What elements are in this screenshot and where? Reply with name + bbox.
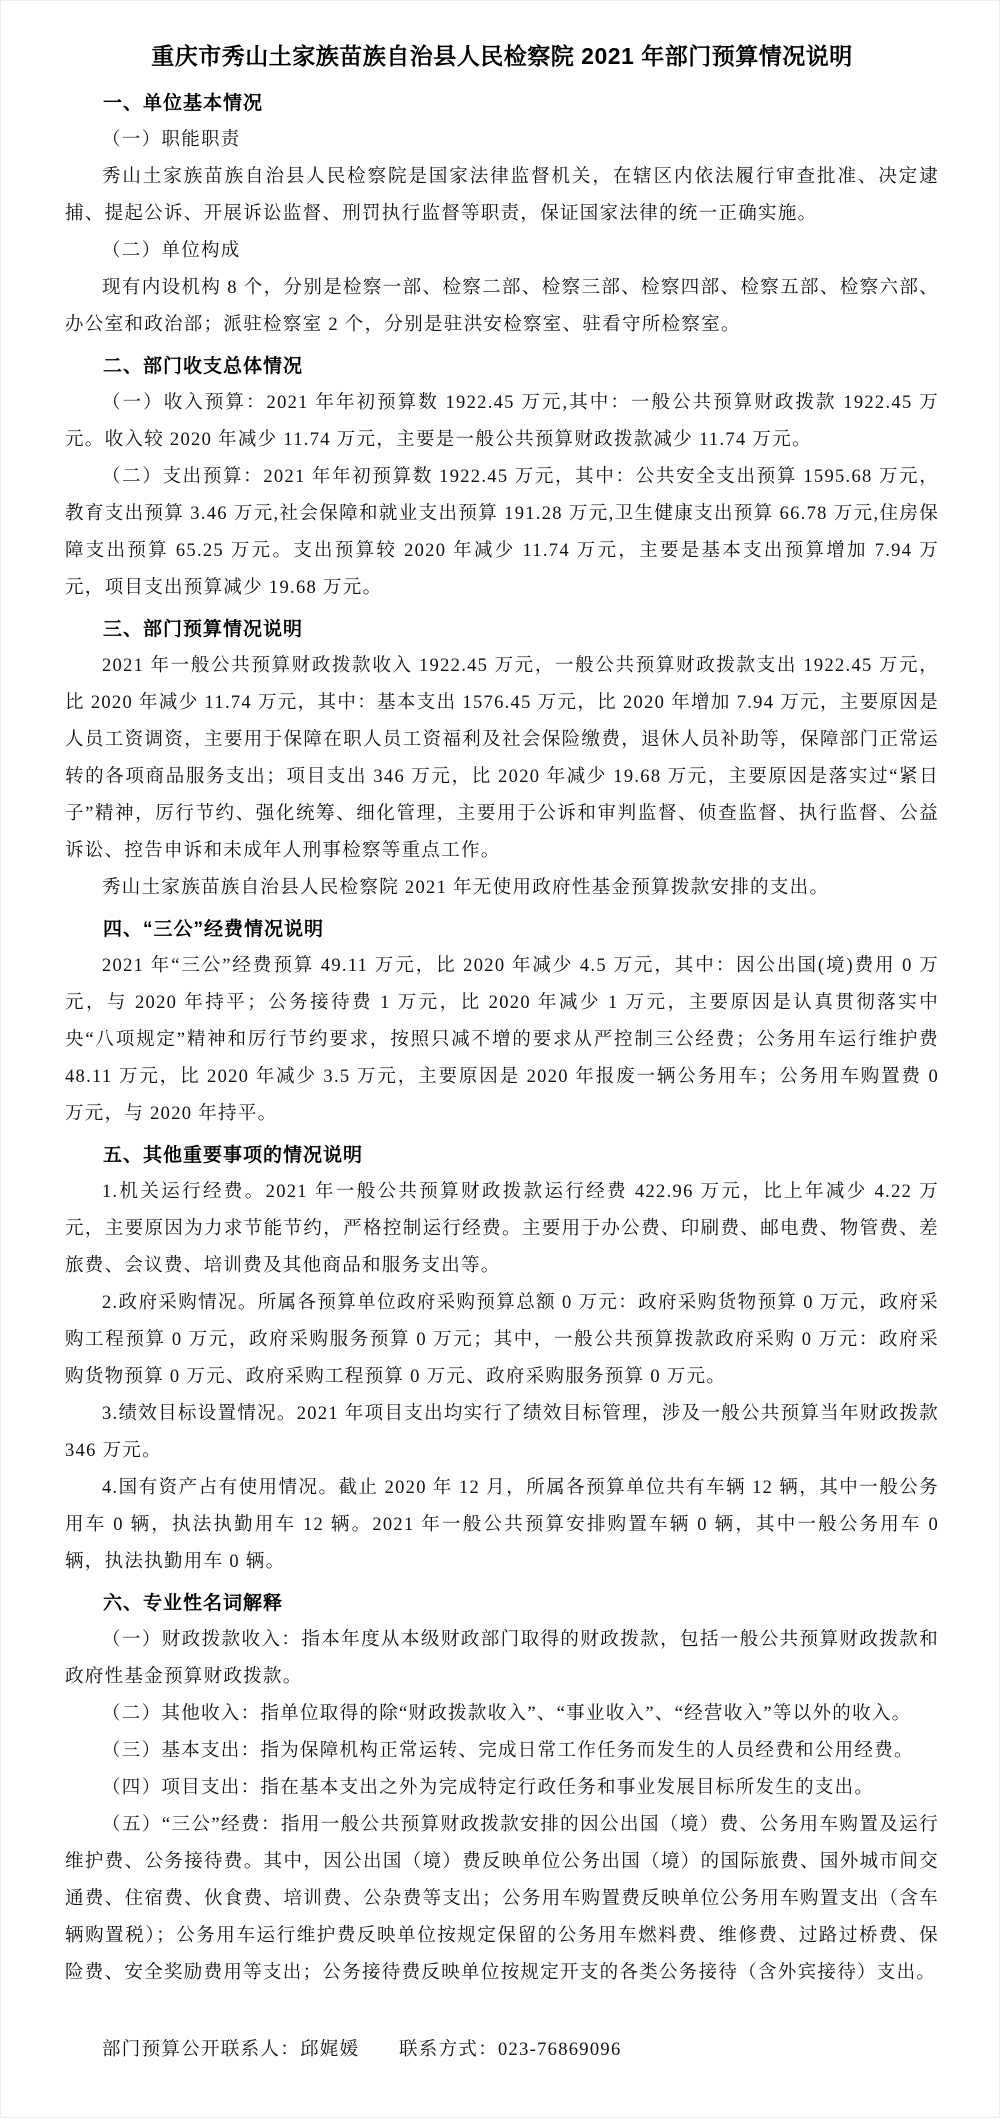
- contact-line: 部门预算公开联系人：邱娓媛 联系方式：023-76869096: [102, 2040, 622, 2060]
- paragraph: （二）支出预算：2021 年年初预算数 1922.45 万元，其中：公共安全支出预算 1595.68 万元，教育支出预算 3.46 万元,社会保障和就业支出预算 191.28 万元,卫生健康支出预算 66.78 万元,住房保障支出预算 65.25 万元。支出预算较 2020 年减少 11.74 万元，主要是基本支出预算增加 7.94 万元，项目支出预算减少 19.68 万元。: [65, 467, 939, 598]
- paragraph: （五）“三公”经费：指用一般公共预算财政拨款安排的因公出国（境）费、公务用车购置及运行维护费、公务接待费。其中，因公出国（境）费反映单位公务出国（境）的国际旅费、国外城市间交通费、住宿费、伙食费、培训费、公杂费等支出；公务用车购置费反映单位公务用车购置支出（含车辆购置税）；公务用车运行维护费反映单位按规定保留的公务用车燃料费、维修费、过路过桥费、保险费、安全奖励费用等支出；公务接待费反映单位按规定开支的各类公务接待（含外宾接待）支出。: [65, 1815, 939, 1983]
- paragraph: （一）财政拨款收入：指本年度从本级财政部门取得的财政拨款，包括一般公共预算财政拨款和政府性基金预算财政拨款。: [65, 1630, 939, 1687]
- paragraph: 2021 年“三公”经费预算 49.11 万元，比 2020 年减少 4.5 万元，其中：因公出国(境)费用 0 万元，与 2020 年持平；公务接待费 1 万元，比 2020 年减少 1 万元，主要原因是认真贯彻落实中央“八项规定”精神和厉行节约要求，按照只减不增的要求从严控制三公经费；公务用车运行维护费 48.11 万元，比 2020 年减少 3.5 万元，主要原因是 2020 年报废一辆公务用车；公务用车购置费 0 万元，与 2020 年持平。: [65, 956, 939, 1124]
- section-heading-6: 六、专业性名词解释: [103, 1593, 284, 1614]
- section-heading-3: 三、部门预算情况说明: [103, 619, 304, 640]
- section-heading-1: 一、单位基本情况: [103, 93, 264, 114]
- paragraph: （一）收入预算：2021 年年初预算数 1922.45 万元,其中：一般公共预算财政拨款 1922.45 万元。收入较 2020 年减少 11.74 万元，主要是一般公共预算财政拨款减少 11.74 万元。: [65, 393, 939, 450]
- section-heading-5: 五、其他重要事项的情况说明: [103, 1145, 364, 1166]
- paragraph: （一）职能职责: [102, 130, 241, 150]
- paragraph: 2.政府采购情况。所属各预算单位政府采购预算总额 0 万元：政府采购货物预算 0 万元，政府采购工程预算 0 万元，政府采购服务预算 0 万元；其中，一般公共预算拨款政府采购 0 万元：政府采购货物预算 0 万元、政府采购工程预算 0 万元、政府采购服务预算 0 万元。: [65, 1293, 939, 1387]
- paragraph: 4.国有资产占有使用情况。截止 2020 年 12 月，所属各预算单位共有车辆 12 辆，其中一般公务用车 0 辆，执法执勤用车 12 辆。2021 年一般公共预算安排购置车辆 0 辆，其中一般公务用车 0 辆，执法执勤用车 0 辆。: [65, 1478, 939, 1572]
- paragraph: 秀山土家族苗族自治县人民检察院是国家法律监督机关，在辖区内依法履行审查批准、决定逮捕、提起公诉、开展诉讼监督、刑罚执行监督等职责，保证国家法律的统一正确实施。: [65, 167, 939, 224]
- paragraph: 1.机关运行经费。2021 年一般公共预算财政拨款运行经费 422.96 万元，比上年减少 4.22 万元，主要原因为力求节能节约，严格控制运行经费。主要用于办公费、印刷费、邮电费、物管费、差旅费、会议费、培训费及其他商品和服务支出等。: [65, 1182, 939, 1276]
- paragraph: 3.绩效目标设置情况。2021 年项目支出均实行了绩效目标管理，涉及一般公共预算当年财政拨款 346 万元。: [65, 1404, 939, 1461]
- paragraph: 现有内设机构 8 个，分别是检察一部、检察二部、检察三部、检察四部、检察五部、检察六部、办公室和政治部；派驻检察室 2 个，分别是驻洪安检察室、驻看守所检察室。: [65, 278, 939, 335]
- paragraph: （二）其他收入：指单位取得的除“财政拨款收入”、“事业收入”、“经营收入”等以外的收入。: [102, 1704, 912, 1724]
- paragraph: 2021 年一般公共预算财政拨款收入 1922.45 万元，一般公共预算财政拨款支出 1922.45 万元，比 2020 年减少 11.74 万元，其中：基本支出 1576.45 万元，比 2020 年增加 7.94 万元，主要原因是人员工资调资，主要用于保障在职人员工资福利及社会保险缴费，退休人员补助等，保障部门正常运转的各项商品服务支出；项目支出 346 万元，比 2020 年减少 19.68 万元，主要原因是落实过“紧日子”精神，厉行节约、强化统筹、细化管理，主要用于公诉和审判监督、侦查监督、执行监督、公益诉讼、控告申诉和未成年人刑事检察等重点工作。: [65, 656, 939, 861]
- paragraph: （三）基本支出：指为保障机构正常运转、完成日常工作任务而发生的人员经费和公用经费。: [102, 1741, 914, 1761]
- section-heading-4: 四、“三公”经费情况说明: [103, 919, 325, 940]
- section-heading-2: 二、部门收支总体情况: [103, 356, 304, 377]
- paragraph: （二）单位构成: [102, 241, 241, 261]
- paragraph: （四）项目支出：指在基本支出之外为完成特定行政任务和事业发展目标所发生的支出。: [102, 1778, 875, 1798]
- paragraph: 秀山土家族苗族自治县人民检察院 2021 年无使用政府性基金预算拨款安排的支出。: [102, 878, 830, 898]
- document-title: 重庆市秀山土家族苗族自治县人民检察院 2021 年部门预算情况说明: [151, 43, 853, 69]
